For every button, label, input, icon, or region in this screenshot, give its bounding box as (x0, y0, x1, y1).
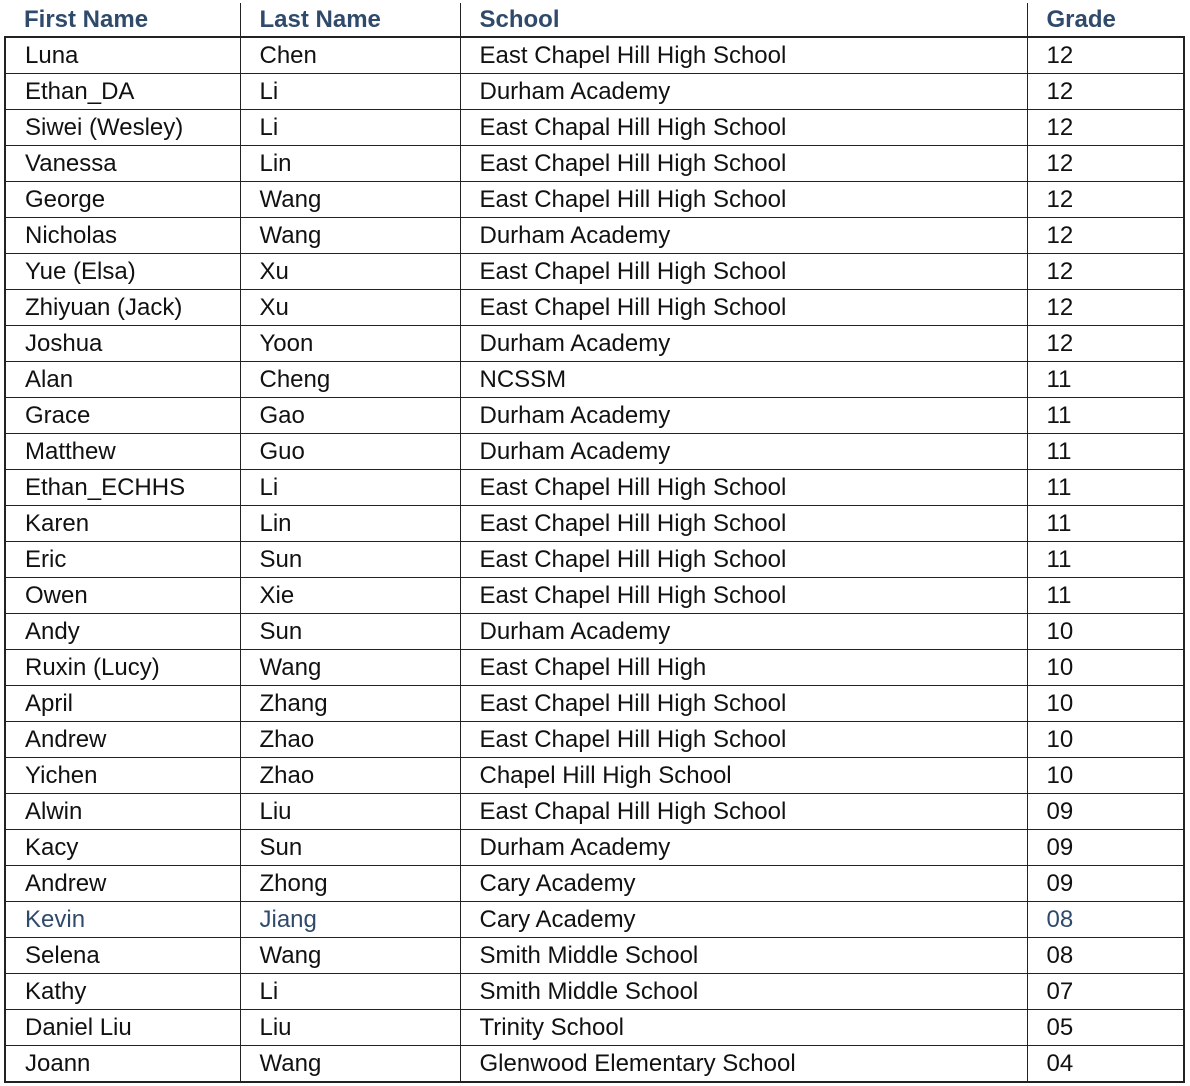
grade-cell: 11 (1027, 542, 1184, 578)
table-row (5, 722, 1184, 758)
school-cell: East Chapel Hill High School (460, 506, 1027, 542)
school-cell: Chapel Hill High School (460, 758, 1027, 794)
grade-cell: 09 (1027, 866, 1184, 902)
table-row (5, 398, 1184, 434)
grade-cell: 11 (1027, 578, 1184, 614)
grade-cell: 10 (1027, 758, 1184, 794)
last-name-cell: Wang (240, 182, 460, 218)
header-grade: Grade (1027, 3, 1184, 37)
school-cell: East Chapel Hill High (460, 650, 1027, 686)
first-name-cell: Selena (5, 938, 240, 974)
last-name-cell: Wang (240, 650, 460, 686)
first-name-cell: Luna (5, 37, 240, 74)
school-cell: East Chapel Hill High School (460, 578, 1027, 614)
table-row (5, 182, 1184, 218)
grade-cell: 12 (1027, 74, 1184, 110)
grade-cell: 12 (1027, 37, 1184, 74)
table-row (5, 110, 1184, 146)
first-name-cell: Joshua (5, 326, 240, 362)
last-name-cell: Chen (240, 37, 460, 74)
school-cell: East Chapel Hill High School (460, 290, 1027, 326)
header-last-name: Last Name (240, 3, 460, 37)
first-name-cell: Karen (5, 506, 240, 542)
last-name-cell: Lin (240, 506, 460, 542)
first-name-cell: Alwin (5, 794, 240, 830)
school-cell: NCSSM (460, 362, 1027, 398)
first-name-cell: April (5, 686, 240, 722)
last-name-cell: Li (240, 974, 460, 1010)
school-cell: East Chapel Hill High School (460, 37, 1027, 74)
first-name-cell: Alan (5, 362, 240, 398)
table-row (5, 37, 1184, 74)
grade-cell: 11 (1027, 470, 1184, 506)
first-name-cell: Andrew (5, 866, 240, 902)
table-row (5, 434, 1184, 470)
table-row (5, 1010, 1184, 1046)
table-row (5, 650, 1184, 686)
table-row (5, 290, 1184, 326)
table-row (5, 830, 1184, 866)
first-name-cell: Andrew (5, 722, 240, 758)
last-name-cell: Xu (240, 254, 460, 290)
first-name-cell: Eric (5, 542, 240, 578)
school-cell: East Chapel Hill High School (460, 470, 1027, 506)
first-name-cell: Yue (Elsa) (5, 254, 240, 290)
grade-cell: 12 (1027, 218, 1184, 254)
first-name-cell: Andy (5, 614, 240, 650)
grade-cell: 07 (1027, 974, 1184, 1010)
first-name-cell: Ruxin (Lucy) (5, 650, 240, 686)
table-row (5, 146, 1184, 182)
first-name-cell: Zhiyuan (Jack) (5, 290, 240, 326)
last-name-cell: Wang (240, 1046, 460, 1083)
school-cell: East Chapel Hill High School (460, 254, 1027, 290)
school-cell: Cary Academy (460, 866, 1027, 902)
grade-cell: 12 (1027, 254, 1184, 290)
table-row (5, 326, 1184, 362)
grade-cell: 04 (1027, 1046, 1184, 1083)
grade-cell: 12 (1027, 326, 1184, 362)
grade-cell: 09 (1027, 830, 1184, 866)
school-cell: Durham Academy (460, 398, 1027, 434)
first-name-cell: Grace (5, 398, 240, 434)
school-cell: Durham Academy (460, 830, 1027, 866)
last-name-cell: Lin (240, 146, 460, 182)
student-table (4, 3, 1185, 1083)
last-name-cell: Wang (240, 938, 460, 974)
grade-cell: 12 (1027, 290, 1184, 326)
school-cell: East Chapel Hill High School (460, 146, 1027, 182)
table-row (5, 506, 1184, 542)
last-name-cell: Zhao (240, 758, 460, 794)
grade-cell: 08 (1027, 902, 1184, 938)
school-cell: Durham Academy (460, 326, 1027, 362)
last-name-cell: Sun (240, 614, 460, 650)
first-name-cell: Owen (5, 578, 240, 614)
last-name-cell: Guo (240, 434, 460, 470)
last-name-cell: Gao (240, 398, 460, 434)
first-name-cell: George (5, 182, 240, 218)
table-row (5, 218, 1184, 254)
table-row (5, 578, 1184, 614)
first-name-cell: Vanessa (5, 146, 240, 182)
last-name-cell: Li (240, 74, 460, 110)
grade-cell: 11 (1027, 398, 1184, 434)
last-name-cell: Sun (240, 830, 460, 866)
header-first-name: First Name (5, 3, 240, 37)
last-name-cell: Jiang (240, 902, 460, 938)
last-name-cell: Xie (240, 578, 460, 614)
last-name-cell: Zhao (240, 722, 460, 758)
table-row (5, 938, 1184, 974)
table-row (5, 362, 1184, 398)
grade-cell: 10 (1027, 722, 1184, 758)
first-name-cell: Matthew (5, 434, 240, 470)
last-name-cell: Wang (240, 218, 460, 254)
table-row (5, 254, 1184, 290)
school-cell: Smith Middle School (460, 938, 1027, 974)
table-row (5, 74, 1184, 110)
grade-cell: 11 (1027, 434, 1184, 470)
last-name-cell: Xu (240, 290, 460, 326)
school-cell: Smith Middle School (460, 974, 1027, 1010)
school-cell: Cary Academy (460, 902, 1027, 938)
school-cell: Durham Academy (460, 434, 1027, 470)
last-name-cell: Li (240, 470, 460, 506)
last-name-cell: Zhong (240, 866, 460, 902)
grade-cell: 12 (1027, 146, 1184, 182)
grade-cell: 10 (1027, 686, 1184, 722)
first-name-cell: Joann (5, 1046, 240, 1083)
first-name-cell: Ethan_ECHHS (5, 470, 240, 506)
table-row (5, 686, 1184, 722)
first-name-cell: Kathy (5, 974, 240, 1010)
grade-cell: 05 (1027, 1010, 1184, 1046)
first-name-cell: Kevin (5, 902, 240, 938)
school-cell: Durham Academy (460, 614, 1027, 650)
first-name-cell: Yichen (5, 758, 240, 794)
header-school: School (460, 3, 1027, 37)
first-name-cell: Ethan_DA (5, 74, 240, 110)
last-name-cell: Sun (240, 542, 460, 578)
table-row (5, 614, 1184, 650)
grade-cell: 12 (1027, 182, 1184, 218)
school-cell: East Chapal Hill High School (460, 794, 1027, 830)
table-row (5, 974, 1184, 1010)
school-cell: East Chapel Hill High School (460, 542, 1027, 578)
table-row (5, 542, 1184, 578)
last-name-cell: Liu (240, 794, 460, 830)
school-cell: Durham Academy (460, 74, 1027, 110)
school-cell: East Chapel Hill High School (460, 686, 1027, 722)
table-row (5, 1046, 1184, 1083)
table-row (5, 470, 1184, 506)
school-cell: East Chapal Hill High School (460, 110, 1027, 146)
last-name-cell: Li (240, 110, 460, 146)
table-row (5, 758, 1184, 794)
header-row (5, 3, 1184, 37)
last-name-cell: Zhang (240, 686, 460, 722)
grade-cell: 09 (1027, 794, 1184, 830)
school-cell: Glenwood Elementary School (460, 1046, 1027, 1083)
first-name-cell: Daniel Liu (5, 1010, 240, 1046)
table-body (5, 37, 1184, 1082)
last-name-cell: Yoon (240, 326, 460, 362)
grade-cell: 10 (1027, 650, 1184, 686)
first-name-cell: Kacy (5, 830, 240, 866)
grade-cell: 11 (1027, 506, 1184, 542)
last-name-cell: Cheng (240, 362, 460, 398)
school-cell: East Chapel Hill High School (460, 722, 1027, 758)
school-cell: East Chapel Hill High School (460, 182, 1027, 218)
last-name-cell: Liu (240, 1010, 460, 1046)
school-cell: Trinity School (460, 1010, 1027, 1046)
grade-cell: 10 (1027, 614, 1184, 650)
first-name-cell: Siwei (Wesley) (5, 110, 240, 146)
table-row (5, 866, 1184, 902)
school-cell: Durham Academy (460, 218, 1027, 254)
grade-cell: 11 (1027, 362, 1184, 398)
grade-cell: 12 (1027, 110, 1184, 146)
first-name-cell: Nicholas (5, 218, 240, 254)
table-row (5, 794, 1184, 830)
table-row (5, 902, 1184, 938)
grade-cell: 08 (1027, 938, 1184, 974)
